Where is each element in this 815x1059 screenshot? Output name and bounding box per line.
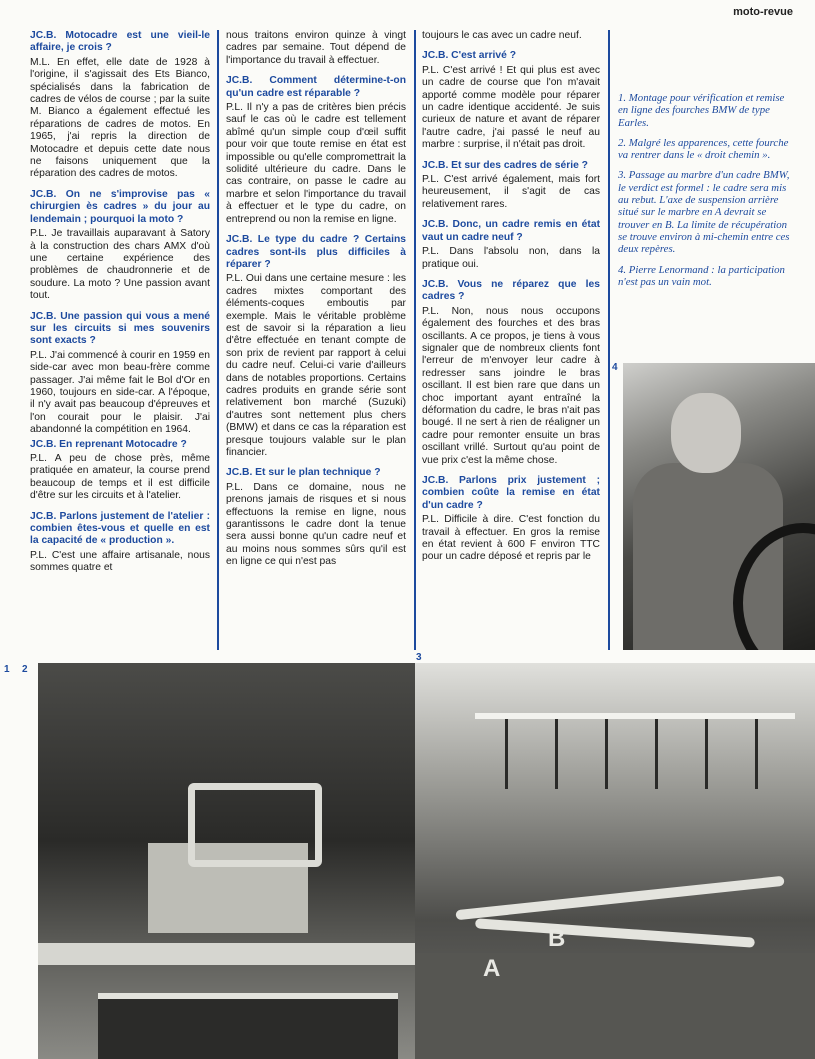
interview-question: JC.B. On ne s'improvise pas « chirurgien ès cadres » du jour au lendemain ; pourquoi la moto ? xyxy=(30,188,210,225)
photo-marble-table xyxy=(98,993,398,1059)
interview-answer: nous traitons environ quinze à vingt cadres par semaine. Tout dépend de l'importance du travail à effectuer. xyxy=(226,30,406,66)
interview-question: JC.B. Et sur le plan technique ? xyxy=(226,467,381,479)
photo-number-2: 2 xyxy=(22,664,28,675)
caption-4: 4. Pierre Lenormand : la participation n'est pas un vain mot. xyxy=(618,263,785,288)
marker-b: B xyxy=(548,925,566,952)
photo-frame-tube xyxy=(475,918,755,948)
photo-mechanic-portrait xyxy=(623,363,815,650)
interview-question: JC.B. Vous ne réparez que les cadres ? xyxy=(422,278,600,303)
caption-1: 1. Montage pour vérification et remise en ligne des fourches BMW de type Earles. xyxy=(618,92,785,129)
caption-2: 2. Malgré les apparences, cette fourche va rentrer dans le « droit chemin ». xyxy=(618,136,789,162)
interview-question: JC.B. En reprenant Motocadre ? xyxy=(30,438,187,450)
interview-answer: P.L. C'est arrivé ! Et qui plus est avec un cadre de course que l'on m'avait apporté comme modèle pour réparer un cadre identique accidenté. Je suis curieux de nature et avant de réparer l'autre cadre, j'ai passé le neuf au marbre : surprise, il n'était pas droit. xyxy=(422,64,600,151)
interview-question: JC.B. Comment détermine-t-on qu'un cadre est réparable ? xyxy=(226,75,406,99)
photo-marble xyxy=(415,953,815,1059)
column-divider xyxy=(414,30,416,650)
interview-question: JC.B. Donc, un cadre remis en état vaut un cadre neuf ? xyxy=(422,219,600,243)
marker-a: A xyxy=(483,955,501,982)
interview-question: JC.B. Parlons justement de l'atelier : combien êtes-vous et quelle en est la capacité de « production ». xyxy=(30,510,210,547)
interview-answer: P.L. Dans ce domaine, nous ne prenons jamais de risques et si nous effectuons la remise en ligne, nous garantissons le cadre dont la tenue sera aussi bonne qu'un cadre neuf et au moins nous sommes sûrs qu'il est en ligne ce qui n'est pas xyxy=(226,481,406,568)
photo-frame-on-marble xyxy=(415,663,815,1059)
interview-question: JC.B. C'est arrivé ? xyxy=(422,50,517,62)
interview-answer: P.L. J'ai commencé à courir en 1959 en side-car avec mon beau-frère comme passager. J'ai même fait le Bol d'Or en 1960, toujours en side-car. A l'époque, il n'y avait pas beaucoup d'épreuves et l'on courait pour le plaisir. J'ai abandonné la compétition en 1964. xyxy=(30,349,210,436)
interview-answer: M.L. En effet, elle date de 1928 à l'origine, il s'agissait des Ets Bianco, spécialisés dans la fabrication de cadres de vélos de course ; par la suite M. Bianco a également effectué les réparations de cadres de motos. En 1965, j'ai repris la direction de Motocadre et depuis cette date nous ne faisons uniquement que la réparation des cadres de motos. xyxy=(30,56,210,180)
interview-answer: toujours le cas avec un cadre neuf. xyxy=(422,30,582,41)
article-column-2 xyxy=(226,30,406,571)
interview-answer: P.L. Je travaillais auparavant à Satory à la construction des chars AMX d'où une certaine expérience des problèmes de chaudronnerie et de soudure. La moto ? Une passion avant tout. xyxy=(30,228,210,302)
photo-tool xyxy=(605,719,608,789)
interview-question: JC.B. Parlons prix justement ; combien coûte la remise en état d'un cadre ? xyxy=(422,475,600,511)
photo-fork xyxy=(188,783,322,867)
interview-answer: P.L. C'est arrivé également, mais fort heureusement, il s'agit de cas relativement rares. xyxy=(422,174,600,210)
article-column-1 xyxy=(30,30,210,577)
interview-answer: P.L. Oui dans une certaine mesure : les cadres mixtes comportant des éléments-coques emboutis par exemple. Mais le véritable problème est de savoir si la réparation a lieu d'être effectuée en tenant compte de son prix de revient par rapport à celui du cadre neuf. Celui-ci varie d'ailleurs dans de notables proportions. Certains cadres produits en grande série sont relativement bon marché (Suzuki) d'autres sont nettement plus chers (BMW) et dans ce cas la réparation est presque toujours valable sur le plan financier. xyxy=(226,273,406,458)
photo-tool-rack xyxy=(475,713,795,719)
photo-tool xyxy=(755,719,758,789)
interview-answer: P.L. Dans l'absolu non, dans la pratique oui. xyxy=(422,246,600,270)
interview-answer: P.L. C'est une affaire artisanale, nous sommes quatre et xyxy=(30,549,210,574)
photo-number-4: 4 xyxy=(612,362,618,373)
interview-question: JC.B. Et sur des cadres de série ? xyxy=(422,159,588,171)
photo-tool xyxy=(655,719,658,789)
photo-tool xyxy=(705,719,708,789)
photo-tool xyxy=(505,719,508,789)
photo-captions xyxy=(618,92,796,296)
photo-number-3: 3 xyxy=(416,652,422,663)
caption-3: 3. Passage au marbre d'un cadre BMW, le verdict est formel : le cadre sera mis au rebut. L'axe de suspension arrière situé sur le marbre en A devrait se trouver en B. La limite de récupération se trouve environ à mi-chemin entre ces deux repères. xyxy=(618,169,790,256)
magazine-header: moto-revue xyxy=(733,6,793,18)
article-column-3 xyxy=(422,30,600,566)
column-divider xyxy=(608,30,610,650)
interview-answer: P.L. Il n'y a pas de critères bien précis sauf le cas où le cadre est tellement abîmé qu'un simple coup d'œil suffit pour voir que toute remise en état est impossible ou qu'elle compromettrait la solidité ultérieure du cadre. Dans le cas contraire, on passe le cadre au marbre et selon l'importance du travail à effectuer et le type du cadre, on entreprend ou non la remise en ligne. xyxy=(226,102,406,225)
photo-tool xyxy=(555,719,558,789)
interview-answer: P.L. Difficile à dire. C'est fonction du travail à effectuer. En gros la remise en état revient à 600 F environ TTC pour un cadre déposé et repris par le xyxy=(422,514,600,563)
interview-question: JC.B. Le type du cadre ? Certains cadres sont-ils plus difficiles à réparer ? xyxy=(226,234,406,270)
interview-answer: P.L. A peu de chose près, même pratiquée en amateur, la course prend beaucoup de temps et il est difficile d'être sur les circuits et à l'atelier. xyxy=(30,453,210,502)
photo-figure-head xyxy=(671,393,741,473)
photo-workbench xyxy=(38,943,415,965)
photo-frame-tube xyxy=(455,876,784,920)
photo-fork-alignment xyxy=(38,663,415,1059)
column-divider xyxy=(217,30,219,650)
interview-question: JC.B. Une passion qui vous a mené sur les circuits si mes souvenirs sont exacts ? xyxy=(30,310,210,347)
interview-answer: P.L. Non, nous nous occupons également des fourches et des bras oscillants. A ce propos, je tiens à vous signaler que de nombreux clients font l'erreur de m'envoyer leur cadre à redresser sans joindre le bras oscillant. Il est bien rare que dans un choc important ayant entraîné la déformation du cadre, le bras n'ait pas bougé. Il ne sert à rien de réaligner un cadre pour remonter ensuite un bras oscillant vrillé. Surtout qu'au point de vue prix c'est la même chose. xyxy=(422,305,600,466)
photo-number-1: 1 xyxy=(4,664,10,675)
interview-question: JC.B. Motocadre est une vieil-le affaire, je crois ? xyxy=(30,30,210,54)
